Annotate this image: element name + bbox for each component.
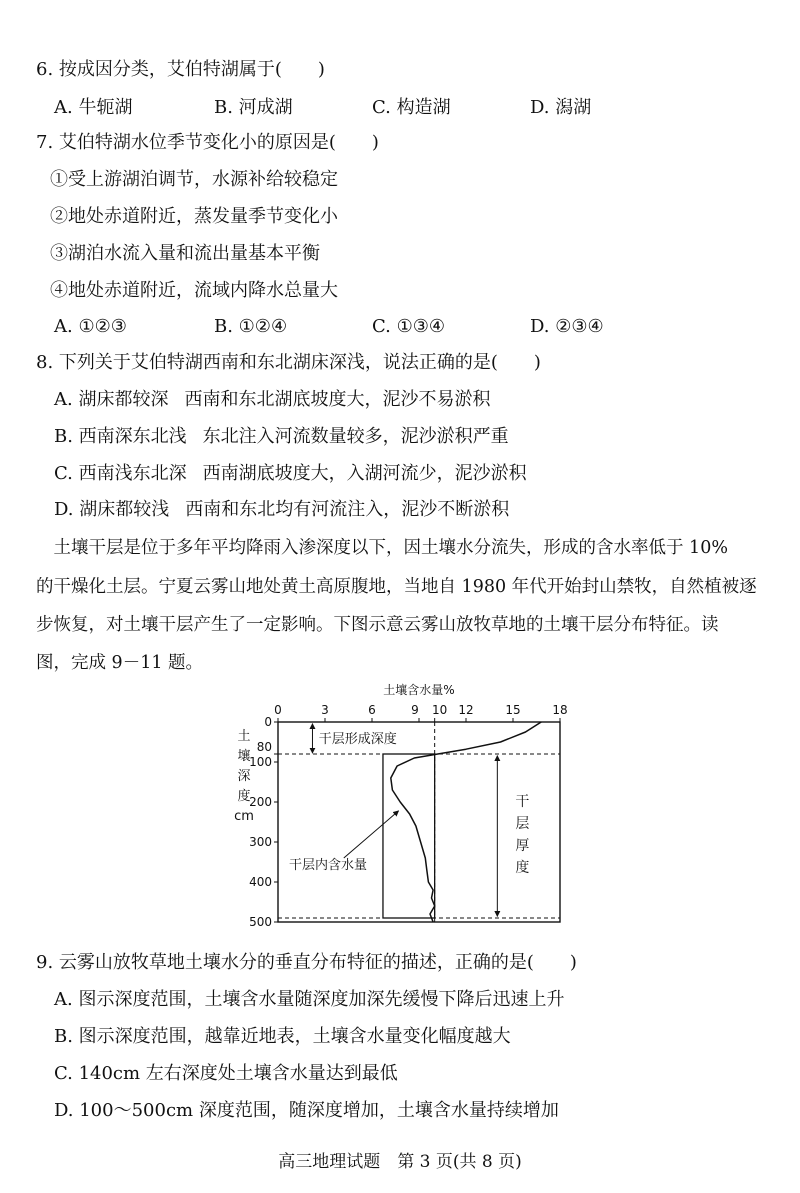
x-tick-label: 6 <box>368 703 376 717</box>
passage-line-2: 的干燥化土层。宁夏云雾山地处黄土高原腹地，当地自 1980 年代开始封山禁牧，自然植被逐 <box>36 577 757 597</box>
thickness-label-char: 度 <box>515 860 530 876</box>
q9-option-c: C. 140cm 左右深度处土壤含水量达到最低 <box>54 1063 398 1084</box>
y-axis-label-char: 深 <box>237 769 251 784</box>
y-tick-label: 500 <box>249 915 272 929</box>
q7-stem: 7. 艾伯特湖水位季节变化小的原因是( ) <box>36 132 379 153</box>
y-axis-label-char: cm <box>234 809 254 824</box>
q8-option-d <box>54 498 509 522</box>
q8-option-d-label: D. 湖床都较浅 <box>54 499 170 520</box>
y-axis-label-char: 壤 <box>237 749 251 764</box>
q8-stem: 8. 下列关于艾伯特湖西南和东北湖床深浅，说法正确的是( ) <box>36 352 541 373</box>
y-tick-label: 300 <box>249 835 272 849</box>
q8-option-b <box>54 425 509 449</box>
passage-line-4: 图，完成 9－11 题。 <box>36 653 204 673</box>
y-tick-label: 400 <box>249 875 272 889</box>
formation-depth-label: 干层形成深度 <box>318 732 397 747</box>
q8-option-a <box>54 388 490 412</box>
q9-stem: 9. 云雾山放牧草地土壤水分的垂直分布特征的描述，正确的是( ) <box>36 952 577 973</box>
passage-line-3: 步恢复，对土壤干层产生了一定影响。下图示意云雾山放牧草地的土壤干层分布特征。读 <box>36 615 719 635</box>
x-tick-label: 0 <box>274 703 282 717</box>
y-tick-label: 200 <box>249 795 272 809</box>
thickness-label-char: 厚 <box>515 838 530 854</box>
q8-option-b-text: 东北注入河流数量较多，泥沙淤积严重 <box>202 426 509 447</box>
q7-item-3: ③湖泊水流入量和流出量基本平衡 <box>50 243 320 264</box>
x-tick-label: 15 <box>505 703 521 717</box>
q8-option-c <box>54 462 527 486</box>
q8-option-d-text: 西南和东北均有河流注入，泥沙不断淤积 <box>185 499 510 520</box>
chart-title: 土壤含水量% <box>383 683 455 697</box>
inner-moisture-arrow <box>344 811 399 858</box>
q7-item-1: ①受上游湖泊调节，水源补给较稳定 <box>50 169 338 190</box>
q9-option-b: B. 图示深度范围，越靠近地表，土壤含水量变化幅度越大 <box>54 1026 511 1047</box>
q6-option-c: C. 构造湖 <box>372 97 451 118</box>
y-axis-label-char: 土 <box>237 729 251 744</box>
q7-item-2: ②地处赤道附近，蒸发量季节变化小 <box>50 206 338 227</box>
q6-stem: 6. 按成因分类，艾伯特湖属于( ) <box>36 59 325 80</box>
thickness-label-char: 干 <box>515 794 530 810</box>
x-tick-label: 12 <box>458 703 474 717</box>
q7-option-a: A. ①②③ <box>54 316 127 337</box>
q8-option-c-label: C. 西南浅东北深 <box>54 463 187 484</box>
thickness-label-char: 层 <box>515 816 530 832</box>
q6-option-d: D. 潟湖 <box>530 97 592 118</box>
q8-option-c-text: 西南湖底坡度大，入湖河流少，泥沙淤积 <box>202 463 527 484</box>
q9-option-d: D. 100～500cm 深度范围，随深度增加，土壤含水量持续增加 <box>54 1100 559 1121</box>
q8-option-b-label: B. 西南深东北浅 <box>54 426 187 447</box>
q7-option-b: B. ①②④ <box>214 316 288 337</box>
q9-option-a: A. 图示深度范围，土壤含水量随深度加深先缓慢下降后迅速上升 <box>54 989 565 1010</box>
y-axis-label-char: 度 <box>237 789 251 804</box>
inner-moisture-label: 干层内含水量 <box>288 858 367 873</box>
y-tick-label: 100 <box>249 755 272 769</box>
x-tick-label: 3 <box>321 703 329 717</box>
passage-line-1: 土壤干层是位于多年平均降雨入渗深度以下，因土壤水分流失，形成的含水率低于 10% <box>36 538 728 558</box>
q7-item-4: ④地处赤道附近，流域内降水总量大 <box>50 280 338 301</box>
q7-option-c: C. ①③④ <box>372 316 445 337</box>
q6-option-b: B. 河成湖 <box>214 97 293 118</box>
x-tick-label: 10 <box>432 703 448 717</box>
q8-option-a-text: 西南和东北湖底坡度大，泥沙不易淤积 <box>184 389 491 410</box>
q6-option-a: A. 牛轭湖 <box>54 97 133 118</box>
y-tick-label: 80 <box>256 740 272 754</box>
x-tick-label: 18 <box>552 703 568 717</box>
y-tick-label: 0 <box>264 715 272 729</box>
q7-option-d: D. ②③④ <box>530 316 604 337</box>
x-tick-label: 9 <box>411 703 419 717</box>
q8-option-a-label: A. 湖床都较深 <box>54 389 169 410</box>
soil-moisture-chart <box>230 678 590 940</box>
page-footer: 高三地理试题 第 3 页(共 8 页) <box>278 1152 522 1172</box>
